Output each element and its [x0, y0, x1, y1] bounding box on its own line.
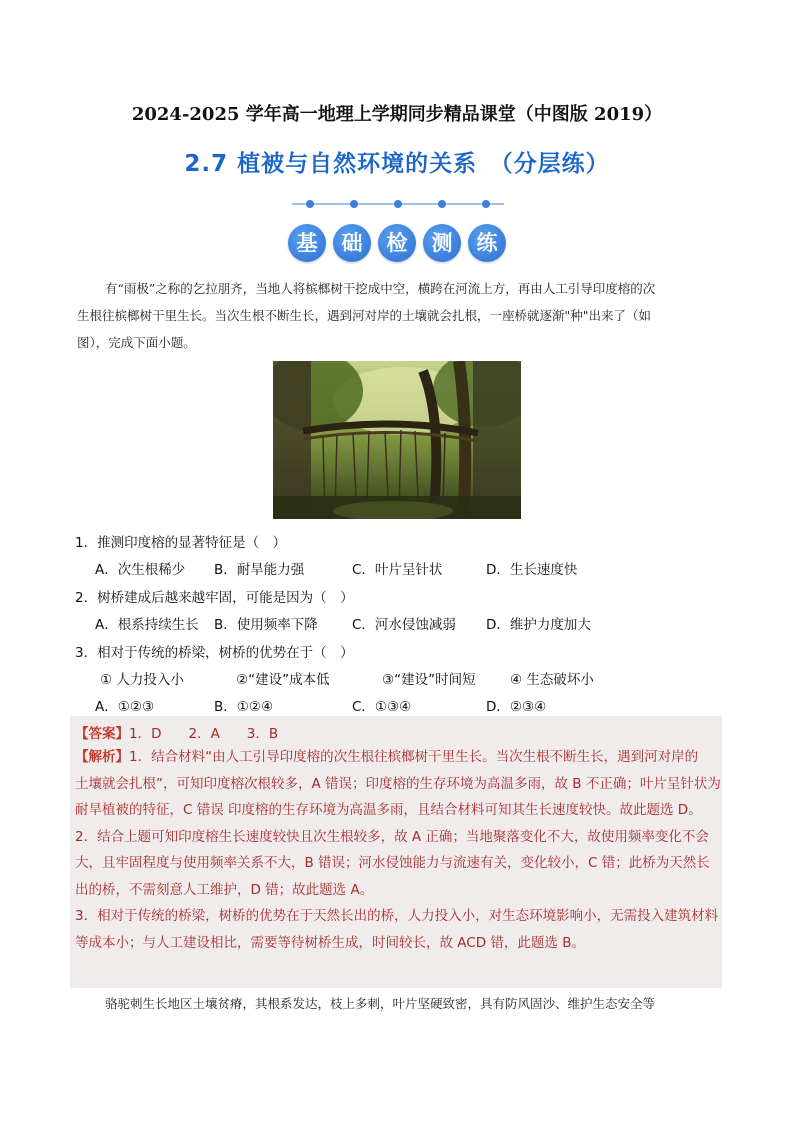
- option: C．①③④: [352, 699, 412, 715]
- analysis-tag: 【解析】: [75, 749, 129, 765]
- option: B．①②④: [214, 699, 274, 715]
- statement: ②“建设”成本低: [236, 672, 330, 688]
- banner-dot: [394, 200, 402, 208]
- banner-char: 础: [333, 224, 371, 262]
- analysis-text: [75, 744, 723, 956]
- answer-tag: 【答案】: [75, 726, 129, 742]
- option: B．使用频率下降: [214, 617, 318, 633]
- header-title: 2024-2025 学年高一地理上学期同步精品课堂（中图版 2019）: [131, 104, 663, 125]
- banner-dot: [482, 200, 490, 208]
- passage2-paragraph: [77, 990, 727, 1017]
- banner-char: 检: [378, 224, 416, 262]
- section-banner: [286, 198, 510, 264]
- banner-char: 练: [468, 224, 506, 262]
- question-stem: 3．相对于传统的桥梁，树桥的优势在于（ ）: [75, 645, 354, 661]
- root-bridge-photo: [273, 361, 521, 519]
- banner-char: 基: [288, 224, 326, 262]
- banner-dot: [350, 200, 358, 208]
- option: B．耐旱能力强: [214, 562, 305, 578]
- option: A．次生根稀少: [95, 562, 186, 578]
- question-stem: 1．推测印度榕的显著特征是（ ）: [75, 535, 287, 551]
- option: D．生长速度快: [486, 562, 578, 578]
- root-bridge-illustration: [273, 361, 521, 519]
- option: C．河水侵蚀减弱: [352, 617, 456, 633]
- banner-dot: [306, 200, 314, 208]
- passage-paragraph: [77, 275, 717, 356]
- statement: ③“建设”时间短: [382, 672, 476, 688]
- option: D．维护力度加大: [486, 617, 591, 633]
- passage-line: 图），完成下面小题。: [77, 335, 196, 350]
- passage-line: 有“雨极”之称的乞拉朋齐，当地人将槟榔树干挖成中空，横跨在河流上方，再由人工引导印度榕的次: [105, 281, 656, 296]
- option: D．②③④: [486, 699, 547, 715]
- analysis-p3: 3．相对于传统的桥梁，树桥的优势在于天然长出的桥，人力投入小，对生态环境影响小，无需投入建筑材料等成本小；与人工建设相比，需要等待树桥生成，时间较长，故 ACD 错，此题选 B。: [75, 908, 719, 951]
- option: A．根系持续生长: [95, 617, 199, 633]
- passage-line: 骆驼刺生长地区土壤贫瘠，其根系发达，枝上多刺，叶片坚硬致密，具有防风固沙、维护生态安全等: [105, 996, 656, 1011]
- banner-char: 测: [423, 224, 461, 262]
- passage-line: 生根往槟榔树干里生长。当次生根不断生长，遇到河对岸的土壤就会扎根，一座桥就逐渐"种"出来了（如: [77, 308, 652, 323]
- answer-text: 1．D 2．A 3．B: [129, 726, 279, 742]
- analysis-p2: 2．结合上题可知印度榕生长速度较快且次生根较多，故 A 正确；当地聚落变化不大，故使用频率变化不会大，且牢固程度与使用频率关系不大，B 错误；河水侵蚀能力与流速有关，变化较小，C 错；此桥为天然长出的桥，不需刻意人工维护，D 错；故此题选 A。: [75, 828, 710, 898]
- question-stem: 2．树桥建成后越来越牢固，可能是因为（ ）: [75, 590, 354, 606]
- statement: ① 人力投入小: [100, 672, 184, 688]
- analysis-p1-rest: 土壤就会扎根”，可知印度榕次根较多，A 错误；印度榕的生存环境为高温多雨，故 B 不正确；叶片呈针状为耐旱植被的特征，C 错误 印度榕的生存环境为高温多雨，且结合材料可知其生长速度较快。故此题选 D。: [75, 775, 721, 818]
- statement: ④ 生态破坏小: [510, 672, 594, 688]
- analysis-p1-first: 1．结合材料“由人工引导印度榕的次生根往槟榔树干里生长。当次生根不断生长，遇到河对岸的: [129, 749, 699, 765]
- lesson-subtitle: 2.7 植被与自然环境的关系 （分层练）: [184, 151, 610, 177]
- option: C．叶片呈针状: [352, 562, 443, 578]
- option: A．①②③: [95, 699, 155, 715]
- banner-dot: [438, 200, 446, 208]
- answer-line: [75, 722, 278, 742]
